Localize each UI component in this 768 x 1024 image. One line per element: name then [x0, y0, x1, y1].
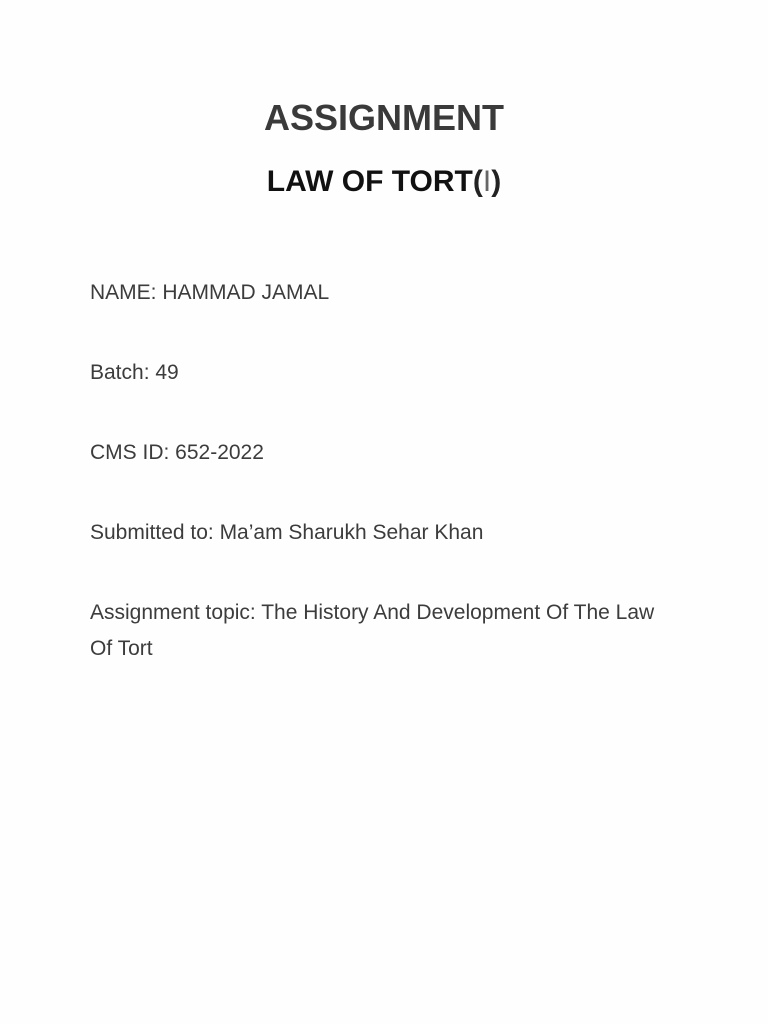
course-name: LAW OF TORT [266, 165, 473, 198]
batch-number: Batch: 49 [90, 361, 179, 384]
assignment-topic: Assignment topic: The History And Development Of The Law Of Tort [90, 601, 655, 660]
submitted-to: Submitted to: Ma’am Sharukh Sehar Khan [90, 521, 484, 544]
course-part-numeral: I [482, 165, 492, 198]
assignment-title: ASSIGNMENT [263, 97, 504, 138]
subtitle-open-paren: ( [472, 165, 483, 198]
course-subtitle [0, 163, 768, 201]
cms-id: CMS ID: 652-2022 [90, 441, 264, 464]
subtitle-close-paren: ) [491, 165, 502, 198]
student-name: NAME: HAMMAD JAMAL [90, 281, 330, 304]
